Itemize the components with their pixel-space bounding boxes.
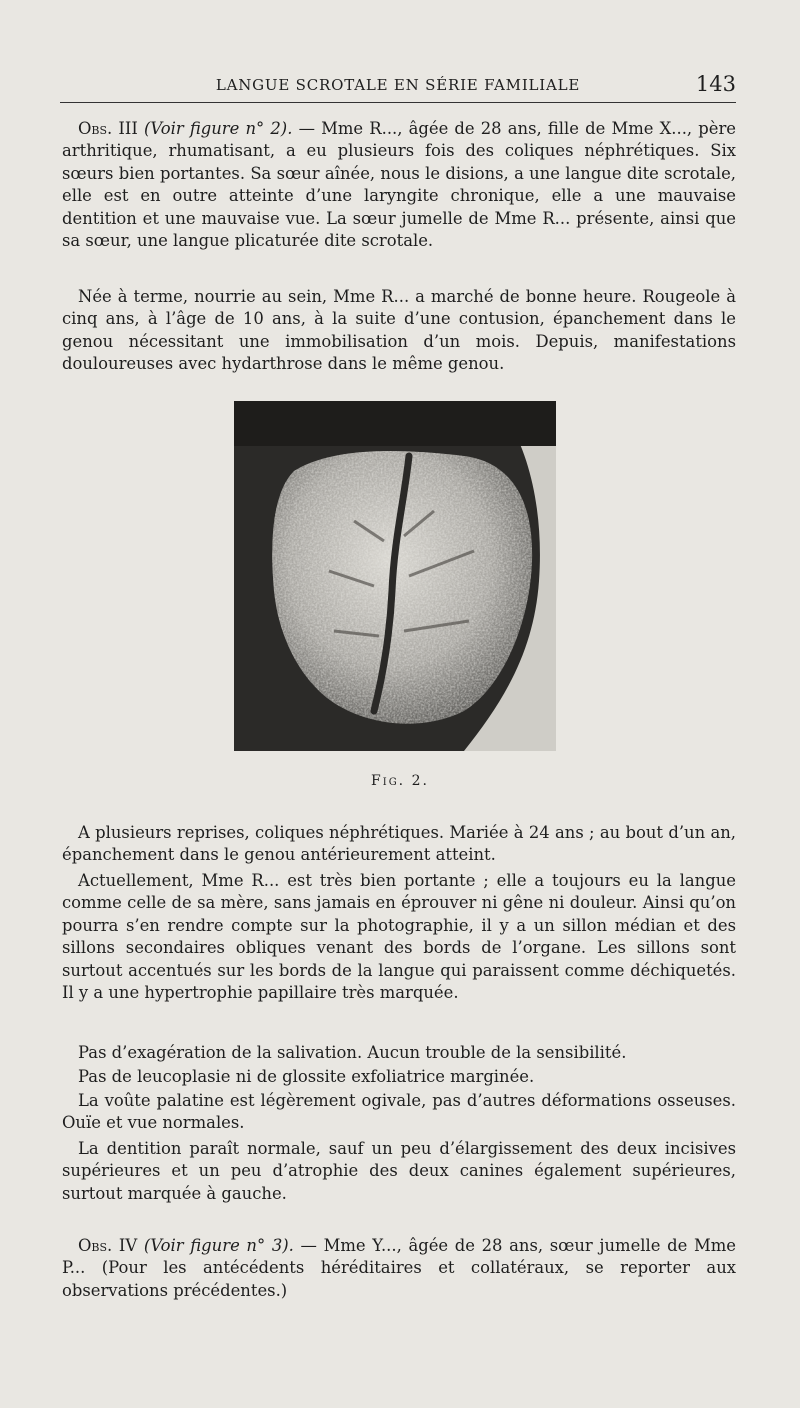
figure-caption: Fig. 2. — [371, 773, 429, 789]
body-paragraph-5: La voûte palatine est légèrement ogivale, pas d’autres déformations osseuses. Ouïe et vue normales. — [62, 1091, 736, 1133]
page-number: 143 — [695, 72, 736, 96]
obs3-intro-paragraph — [62, 118, 736, 252]
obs4-text: — Mme Y..., âgée de 28 ans, sœur jumelle de Mme P... (Pour les antécédents héréditaires et collatéraux, se reporter aux observations précédentes.) — [62, 1236, 737, 1300]
obs4-paragraph — [62, 1235, 736, 1302]
obs4-label: Obs. IV — [78, 1236, 138, 1255]
running-header — [60, 74, 736, 103]
obs3-history-paragraph: Née à terme, nourrie au sein, Mme R... a marché de bonne heure. Rougeole à cinq ans, à l’âge de 10 ans, à la suite d’une contusion, épanchement dans le genou nécessitant une immobilisation d’un mois. Depuis, manifestations douloureuses avec hydarthrose dans le même genou. — [62, 287, 736, 374]
obs3-text: — Mme R..., âgée de 28 ans, fille de Mme X..., père arthritique, rhumatisant, a eu plusieurs fois des coliques néphrétiques. Six sœurs bien portantes. Sa sœur aînée, nous le disions, a une langue dite scrotale, elle est en outre atteinte d’une laryngite chronique, elle a une mauvaise dentition et une mauvaise vue. La sœur jumelle de Mme R... présente, ainsi que sa sœur, une langue plicaturée dite scrotale. — [62, 119, 737, 251]
tongue-photograph — [234, 401, 556, 751]
obs3-label: Obs. III — [78, 119, 138, 138]
body-paragraph-2: Actuellement, Mme R... est très bien portante ; elle a toujours eu la langue comme celle de sa mère, sans jamais en éprouver ni gêne ni douleur. Ainsi qu’on pourra s’en rendre compte sur la photographie, il y a un sillon médian et des sillons secondaires obliques venant des bords de l’organe. Les sillons sont surtout accentués sur les bords de la langue qui paraissent comme déchiquetés. Il y a une hypertrophie papillaire très marquée. — [62, 871, 736, 1003]
body-paragraph-6: La dentition paraît normale, sauf un peu d’élargissement des deux incisives supérieures et un peu d’atrophie des deux canines également supérieures, surtout marquée à gauche. — [62, 1139, 736, 1203]
obs4-figure-ref: (Voir figure n° 3). — [143, 1236, 294, 1255]
body-paragraph-3: Pas d’exagération de la salivation. Aucun trouble de la sensibilité. — [78, 1043, 627, 1062]
running-title: LANGUE SCROTALE EN SÉRIE FAMILIALE — [215, 76, 581, 94]
body-paragraph-1: A plusieurs reprises, coliques néphrétiques. Mariée à 24 ans ; au bout d’un an, épanchement dans le genou antérieurement atteint. — [62, 823, 736, 865]
body-paragraph-4: Pas de leucoplasie ni de glossite exfoliatrice marginée. — [78, 1067, 535, 1086]
obs3-figure-ref: (Voir figure n° 2). — [144, 119, 293, 138]
